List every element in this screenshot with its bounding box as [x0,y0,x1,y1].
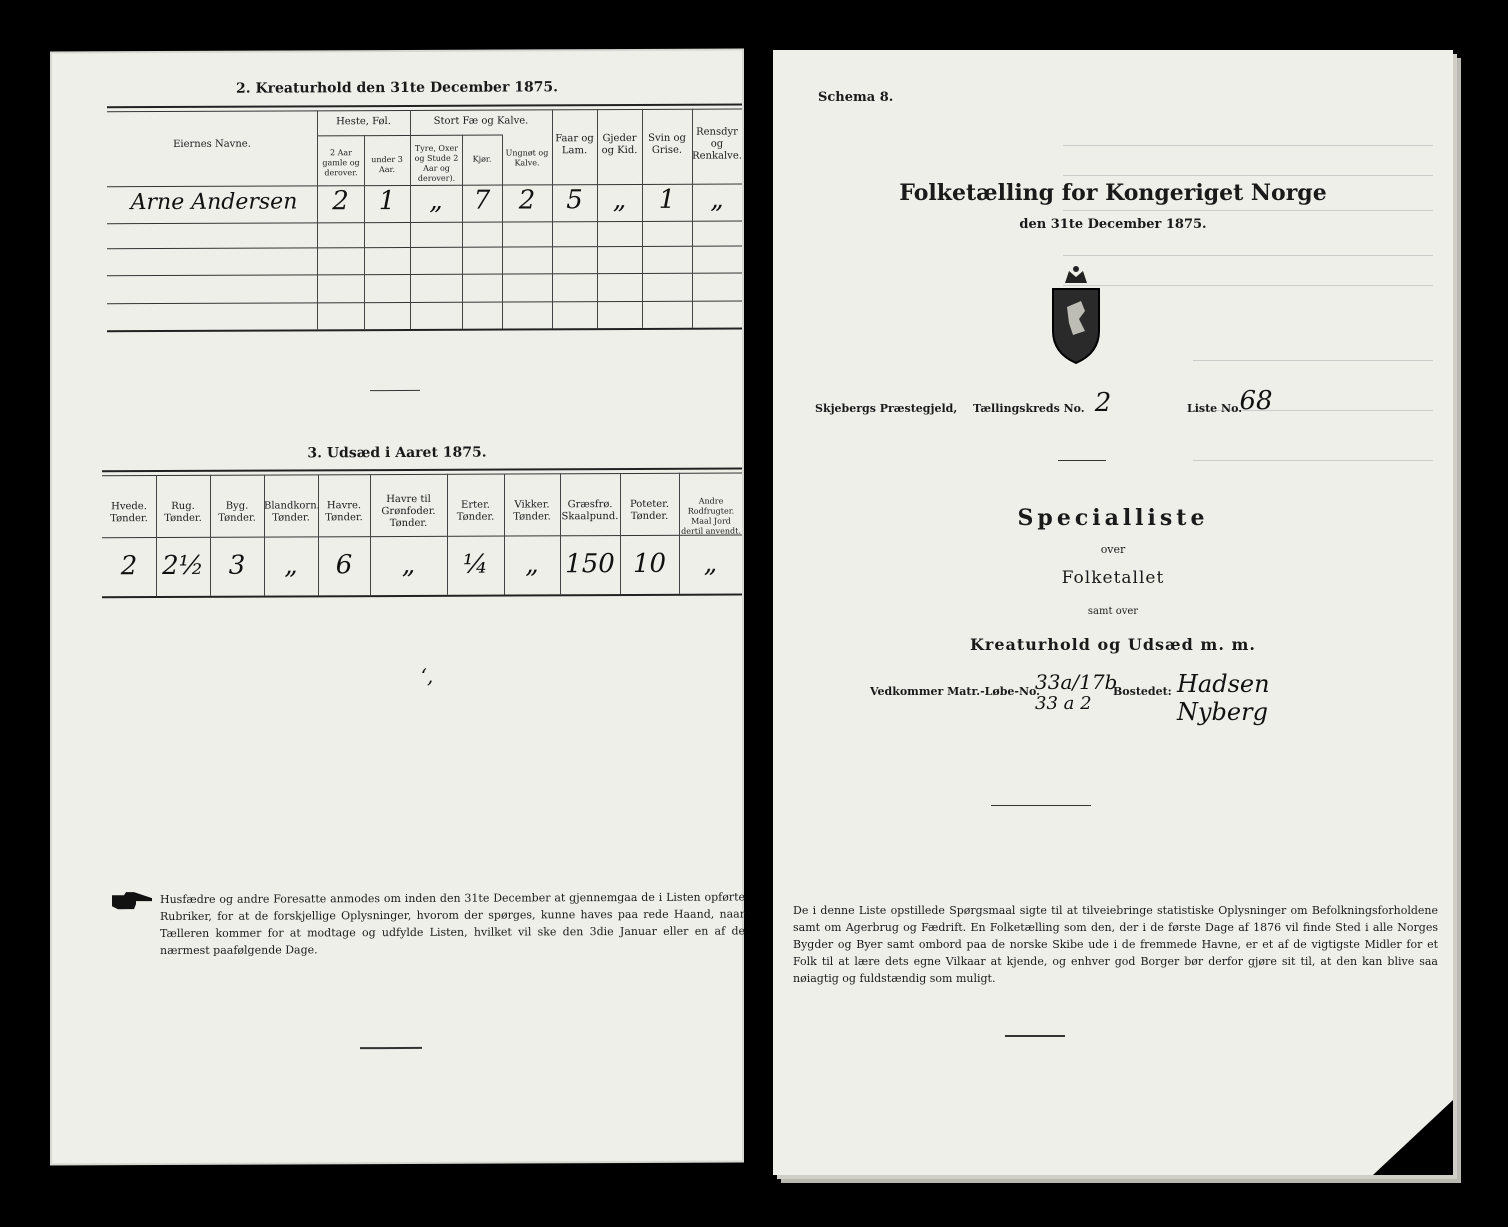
pointing-hand-icon [110,889,154,917]
header-heste-sub2: under 3 Aar. [371,154,403,175]
seed-value: 2½ [162,550,204,582]
header-gjeder: Gjeder og Kid. [601,132,638,157]
section2-title: 2. Kreaturhold den 31te December 1875. [235,79,559,97]
coat-of-arms-icon [1045,265,1107,369]
livestock-value: „ [429,185,443,216]
bleed-through-line [1063,210,1433,211]
notice-text: Husfædre og andre Foresatte anmodes om inden den 31te December at gjennemgaa de i Listen opførte Rubriker, for at de forskjellige Oplysninger, hvorom der spørges, kunne haves paa rede Haand, naar Tælleren kommer for at modtage og udfylde Listen, hvilket vil ske den 3die Januar eller en af de nærmest paafølgende Dage. [160,890,745,958]
seed-value: 2 [120,551,138,582]
page-title: Folketælling for Kongeriget Norge [899,180,1327,206]
folketallet-text: Folketallet [1061,568,1165,588]
header-fae-sub2: Kjør. [472,154,492,164]
header-heste: Heste, Føl. [336,116,391,128]
seed-header-havre: Havre. Tønder. [325,500,363,524]
seed-header-rodfrugter: Andre Rodfrugter. Maal Jord dertil anvendt. [681,496,741,536]
livestock-value: „ [710,184,724,215]
bleed-through-line [1063,285,1433,286]
right-page [773,50,1453,1175]
bleed-through-line [1193,460,1433,461]
page-corner [1373,1100,1453,1179]
livestock-value: 7 [473,185,491,216]
census-date: den 31te December 1875. [1019,217,1207,232]
schema-label: Schema 8. [818,90,894,105]
divider [1005,1035,1065,1037]
seed-header-poteter: Poteter. Tønder. [629,498,670,522]
livestock-value: 1 [378,186,396,217]
liste-label: Liste No. [1187,402,1243,415]
header-svin: Svin og Grise. [648,132,686,156]
header-owner: Eiernes Navne. [173,138,251,150]
livestock-value: 1 [658,184,676,215]
seed-header-vikker: Vikker. Tønder. [513,499,551,523]
header-heste-sub1: 2 Aar gamle og derover. [322,148,360,178]
section3-title: 3. Udsæd i Aaret 1875. [307,444,487,462]
seed-value: 3 [228,550,246,581]
divider [991,805,1091,806]
bleed-through-line [1063,145,1433,146]
seed-value: 6 [335,550,353,581]
left-page [52,50,745,1163]
seed-header-erter: Erter. Tønder. [456,499,495,523]
divider [370,390,420,391]
liste-number: 68 [1239,386,1273,416]
seed-value: 150 [565,549,615,580]
bleed-through-line [1063,255,1433,256]
seed-value: 10 [632,548,667,579]
seed-header-blandkorn: Blandkorn. Tønder. [264,500,320,524]
over-text: over [1100,543,1126,556]
seed-value: „ [525,549,539,580]
samt-over-text: samt over [1087,606,1139,617]
header-rensdyr: Rensdyr og Renkalve. [692,126,742,162]
stray-mark: ‘, [420,663,434,688]
specialliste-heading: Specialliste [1017,505,1209,531]
matr-label: Vedkommer Matr.-Løbe-No. [870,685,1040,698]
seed-value: ¼ [462,549,489,580]
header-faar: Faar og Lam. [555,133,594,157]
divider [360,1047,422,1049]
seed-header-hvede: Hvede. Tønder. [110,501,148,525]
livestock-value: 5 [566,185,583,216]
header-fae-sub3: Ungnøt og Kalve. [505,148,549,168]
info-paragraph: De i denne Liste opstillede Spørgsmaal sigte til at tilveiebringe statistiske Oplysninger om Befolkningsforholdene samt om Agerbrug og Fædrift. En Folketælling som den, der i de første Dage af 1876 vil finde Sted i alle Norges Bygder og Byer samt ombord paa de norske Skibe ude i de fremmede Havne, er et af de vigtigste Midler for et Folk til at lære dets egne Vilkaar at kjende, og enhver god Borger bør derfor gjøre sit til, at den kan blive saa nøiagtig og fuldstændig som muligt. [793,904,1438,985]
owner-name: Arne Andersen [130,189,298,216]
matr-number-2: 33 a 2 [1035,693,1092,714]
livestock-value: 2 [518,185,536,216]
divider [1058,460,1106,461]
seed-header-rug: Rug. Tønder. [164,500,202,525]
kreaturhold-heading: Kreaturhold og Udsæd m. m. [970,635,1256,654]
seed-header-graesfro: Græsfrø. Skaalpund. [561,499,619,523]
seed-value: „ [401,549,416,580]
header-stort-fae: Stort Fæ og Kalve. [433,115,529,127]
bosted-label: Bostedet: [1113,685,1172,698]
seed-value: „ [284,550,298,581]
bleed-through-line [1063,175,1433,176]
matr-number: 33a/17b [1035,670,1118,694]
bosted-value: Hadsen Nyberg [1177,670,1270,726]
seed-header-gronfoder: Havre til Grønfoder. Tønder. [381,493,436,530]
livestock-value: 2 [332,186,349,217]
seed-header-byg: Byg. Tønder. [218,500,256,524]
seed-value: „ [703,548,718,579]
livestock-value: „ [612,184,627,216]
bleed-through-line [1193,360,1433,361]
kreds-label: Tællingskreds No. [973,402,1085,415]
header-fae-sub1: Tyre, Oxer og Stude 2 Aar og derover). [414,143,459,183]
prestegjeld-label: Skjebergs Præstegjeld, [815,402,958,415]
kreds-number: 2 [1094,388,1112,418]
